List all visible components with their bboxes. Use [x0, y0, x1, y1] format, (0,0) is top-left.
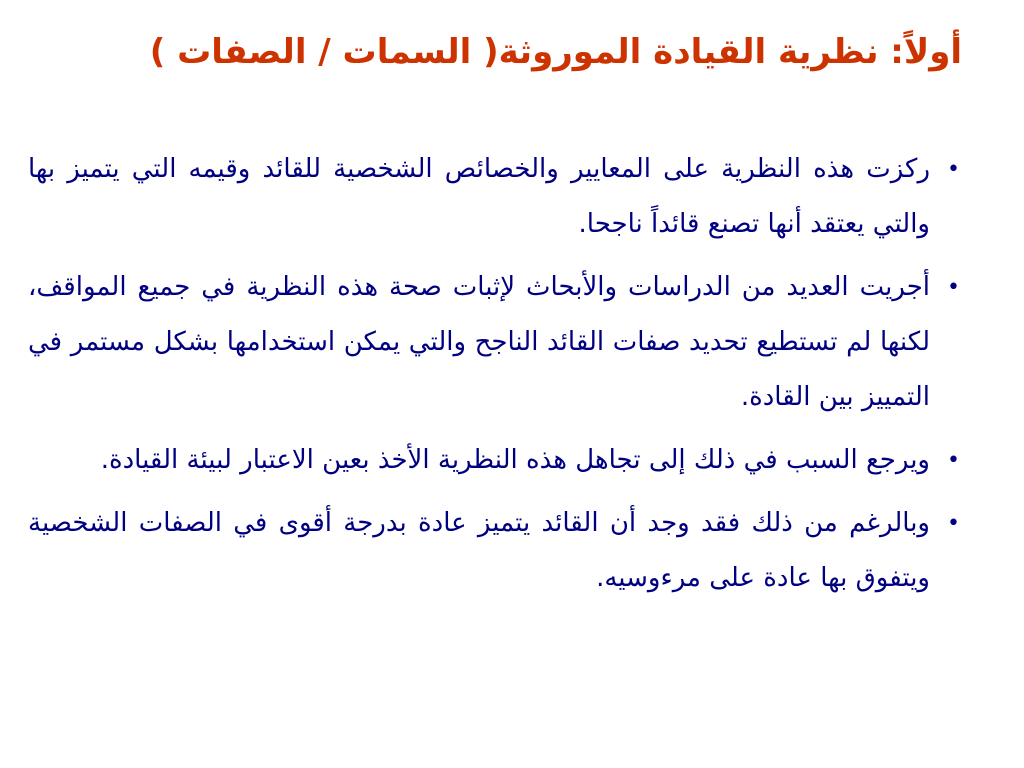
bullet-item-3 [28, 433, 960, 488]
bullet-dot-icon: • [947, 511, 960, 536]
bullet-text: ويرجع السبب في ذلك إلى تجاهل هذه النظرية الأخذ بعين الاعتبار لبيئة القيادة. [100, 445, 930, 475]
bullet-text: أجريت العديد من الدراسات والأبحاث لإثبات صحة هذه النظرية في جميع المواقف، لكنها لم تستطيع تحديد صفات القائد الناجح والتي يمكن استخدامها بشكل مستمر في التمييز بين القادة. [28, 272, 930, 412]
bullet-dot-icon: • [947, 157, 960, 182]
bullet-dot-icon: • [947, 448, 960, 473]
bullet-list [28, 142, 960, 614]
slide-title: أولاً: نظرية القيادة الموروثة( السمات / الصفات ) [149, 32, 962, 72]
bullet-text: ركزت هذه النظرية على المعايير والخصائص الشخصية للقائد وقيمه التي يتميز بها والتي يعتقد أنها تصنع قائداً ناجحا. [28, 154, 930, 239]
bullet-text: وبالرغم من ذلك فقد وجد أن القائد يتميز عادة بدرجة أقوى في الصفات الشخصية ويتفوق بها عادة على مرءوسيه. [28, 508, 930, 593]
bullet-item-4 [28, 496, 960, 606]
bullet-item-2 [28, 260, 960, 425]
bullet-dot-icon: • [947, 275, 960, 300]
bullet-item-1 [28, 142, 960, 252]
